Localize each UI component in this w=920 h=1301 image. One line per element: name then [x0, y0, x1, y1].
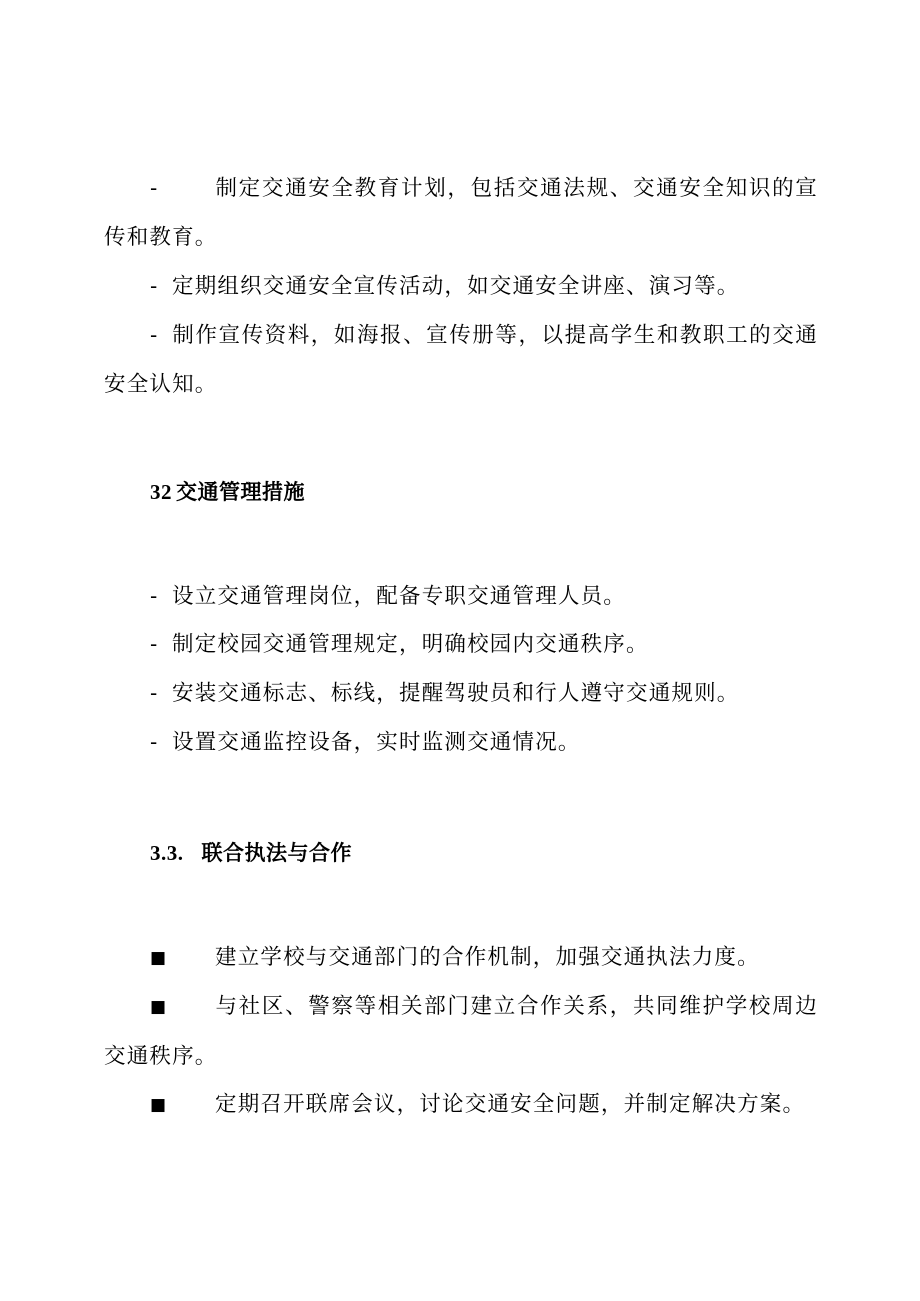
list-item	[104, 311, 818, 409]
section-number: 32	[150, 480, 172, 504]
list-item-text: 与社区、警察等相关部门建立合作关系，共同维护学校周边交通秩序。	[104, 994, 818, 1069]
list-item-text: 设置交通监控设备，实时监测交通情况。	[172, 730, 581, 755]
list-item-text: 安装交通标志、标线，提醒驾驶员和行人遵守交通规则。	[172, 681, 740, 706]
list-item-text: 制定校园交通管理规定，明确校园内交通秩序。	[172, 632, 649, 657]
list-item-text: 定期组织交通安全宣传活动，如交通安全讲座、演习等。	[172, 274, 740, 299]
list-item	[104, 933, 818, 983]
list-item-text: 建立学校与交通部门的合作机制，加强交通执法力度。	[215, 945, 760, 970]
list-item-text: 制定交通安全教育计划，包括交通法规、交通安全知识的宣传和教育。	[104, 176, 818, 250]
list-item	[104, 718, 818, 767]
list-item-text: 设立交通管理岗位，配备专职交通管理人员。	[172, 584, 627, 609]
list-item	[104, 572, 818, 621]
dash-marker: -	[150, 274, 159, 299]
dash-marker: -	[150, 323, 159, 348]
dash-marker: -	[150, 632, 159, 657]
list-item	[104, 1080, 818, 1130]
square-bullet-icon: ■	[150, 1095, 168, 1115]
section-heading	[150, 838, 352, 868]
dash-marker: -	[150, 730, 159, 755]
square-bullet-icon: ■	[150, 948, 168, 968]
list-item	[104, 164, 818, 262]
list-item	[104, 620, 818, 669]
square-bullet-icon: ■	[150, 997, 168, 1017]
section-number: 3.3.	[150, 841, 184, 865]
section-title: 联合执法与合作	[201, 841, 352, 865]
list-item	[104, 262, 818, 311]
list-item-text: 制作宣传资料，如海报、宣传册等，以提高学生和教职工的交通安全认知。	[104, 323, 818, 397]
list-item	[104, 982, 818, 1081]
dash-marker: -	[150, 176, 159, 201]
dash-marker: -	[150, 584, 159, 609]
list-item-text: 定期召开联席会议，讨论交通安全问题，并制定解决方案。	[215, 1092, 806, 1117]
section-title: 交通管理措施	[176, 480, 305, 504]
dash-marker: -	[150, 681, 159, 706]
list-item	[104, 669, 818, 718]
section-heading	[150, 477, 305, 507]
